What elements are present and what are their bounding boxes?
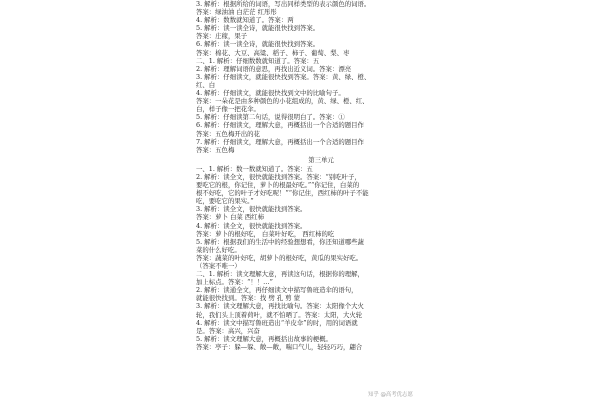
answer-line: 是。答案：高兴，兴奋 [196, 326, 260, 335]
answer-line: 5. 解析：读文理解大意，再概括出故事的梗概。 [196, 334, 332, 343]
answer-line: 红、白 [196, 80, 216, 89]
answer-line: 答案：亭子：躲—躲、敞—敞，喘口气儿，轻轻巧巧，翩合 [196, 342, 363, 351]
answer-line: 答案：蔬菜的叶好吃，胡萝卜的根好吃，黄瓜的果实好吃。 [196, 253, 363, 262]
answer-line: 答案：庄稼，果子 [196, 32, 248, 41]
answer-line: 6. 解析：读一读全诗，就能很快找到答案。 [196, 40, 320, 49]
answer-line: 二、1. 解析：仔细数数就知道了。答案：五 [196, 56, 320, 65]
answer-line: 5. 解析：读一读全诗，就能很快找到答案。 [196, 24, 320, 33]
answer-line: 答案：五色梅 [196, 145, 235, 154]
answer-line: 6. 解析：仔细读文，理解大意，再概括出一个合适的题目作 [196, 121, 364, 130]
unit-three-answers [196, 165, 426, 351]
answer-line: 3. 解析：根据所给的词语，写出同样类型的表示颜色的词语。 [196, 0, 371, 8]
answer-line: 4. 解析：读文中描写鲁班造出“羊皮伞”的时，用的词语就 [196, 318, 358, 327]
answer-line: 4. 解析：数数就知道了。答案：两 [196, 16, 294, 25]
answer-line: 二、1. 解析：读文理解大意，再读这句话，根据你的理解， [196, 270, 364, 279]
answer-line: 要吃它的根，你记住，萝卜的根最好吃。”“你记住，白菜的 [196, 181, 360, 190]
answer-line: 答案：萝卜 白菜 西红柿 [196, 213, 264, 222]
answer-line: （答案不唯一） [196, 262, 241, 270]
answer-line: 3. 解析：仔细读文，就能很快找到答案。答案：黄、绿、橙、 [196, 72, 371, 81]
answer-line: 吃，要吃它的果实。” [196, 197, 254, 206]
answer-line: 答案：五色梅开出的花 [196, 129, 260, 138]
answer-line: 一、1. 解析：数一数就知道了。答案：五 [196, 164, 313, 173]
answer-line: 答案：绿油油 白茫茫 红彤彤 [196, 8, 277, 17]
answer-line: 答案：一朵花是由多种颜色的小花组成的，黄、绿、橙、红、 [196, 97, 369, 106]
unit-two-answers [196, 0, 426, 154]
answer-line: 就能很快找到。答案：找 劈 孔 剪 蒙 [196, 294, 300, 303]
watermark: 知乎 @高考优志愿 [368, 392, 413, 398]
answer-line: 4. 解析：仔细读文，就能很快找到文中的比喻句子。 [196, 89, 345, 98]
answer-line: 7. 解析：仔细读文，理解大意，再概括出一个合适的题目作 [196, 137, 364, 146]
answer-line: 4. 解析：读全文，很快就能找到答案。 [196, 221, 307, 230]
answer-line: 2. 解析：理解词语的意思，再找出近义词。答案：漂亮 [196, 64, 352, 73]
answer-line: 答案：萝卜的根好吃， 白菜叶好吃， 西红柿的吃 [196, 229, 335, 238]
answer-line: 菜的什么好吃。 [196, 245, 241, 254]
answer-line: 3. 解析：读文理解大意，再找比喻句。答案：太阳像个大火 [196, 302, 364, 311]
answer-line: 加上标点。答案：“！！…” [196, 278, 273, 287]
answer-line: 3. 解析：读全文，很快就能找到答案。 [196, 205, 307, 214]
unit-three-heading: 第三单元 [308, 155, 334, 164]
answer-line: 轮，我们头上顶着荷叶，就不怕晒了。答案：太阳，大火轮 [196, 310, 363, 319]
answer-line: 根不好吃，它的叶子才好吃呢！”“你记住，西红柿的叶子不能 [196, 189, 369, 198]
answer-line: 2. 解析：读全文，很快就能找到答案。答案：“别吃叶子， [196, 172, 361, 181]
answer-line: 白，样子像一把花伞。 [196, 105, 260, 114]
answer-line: 答案：棉花、大豆、高粱、稻子、柿子、葡萄、梨、枣 [196, 48, 350, 57]
answer-line: 5. 解析：仔细读第二句话，说得很明白了。答案：① [196, 113, 345, 122]
answer-line: 5. 解析：根据我们的生活中的经验想想看，你还知道哪些蔬 [196, 237, 364, 246]
answer-line: 2. 解析：读通全文，再仔细读文中描写鲁班造伞的语句， [196, 286, 358, 295]
answer-key-page [196, 0, 426, 400]
